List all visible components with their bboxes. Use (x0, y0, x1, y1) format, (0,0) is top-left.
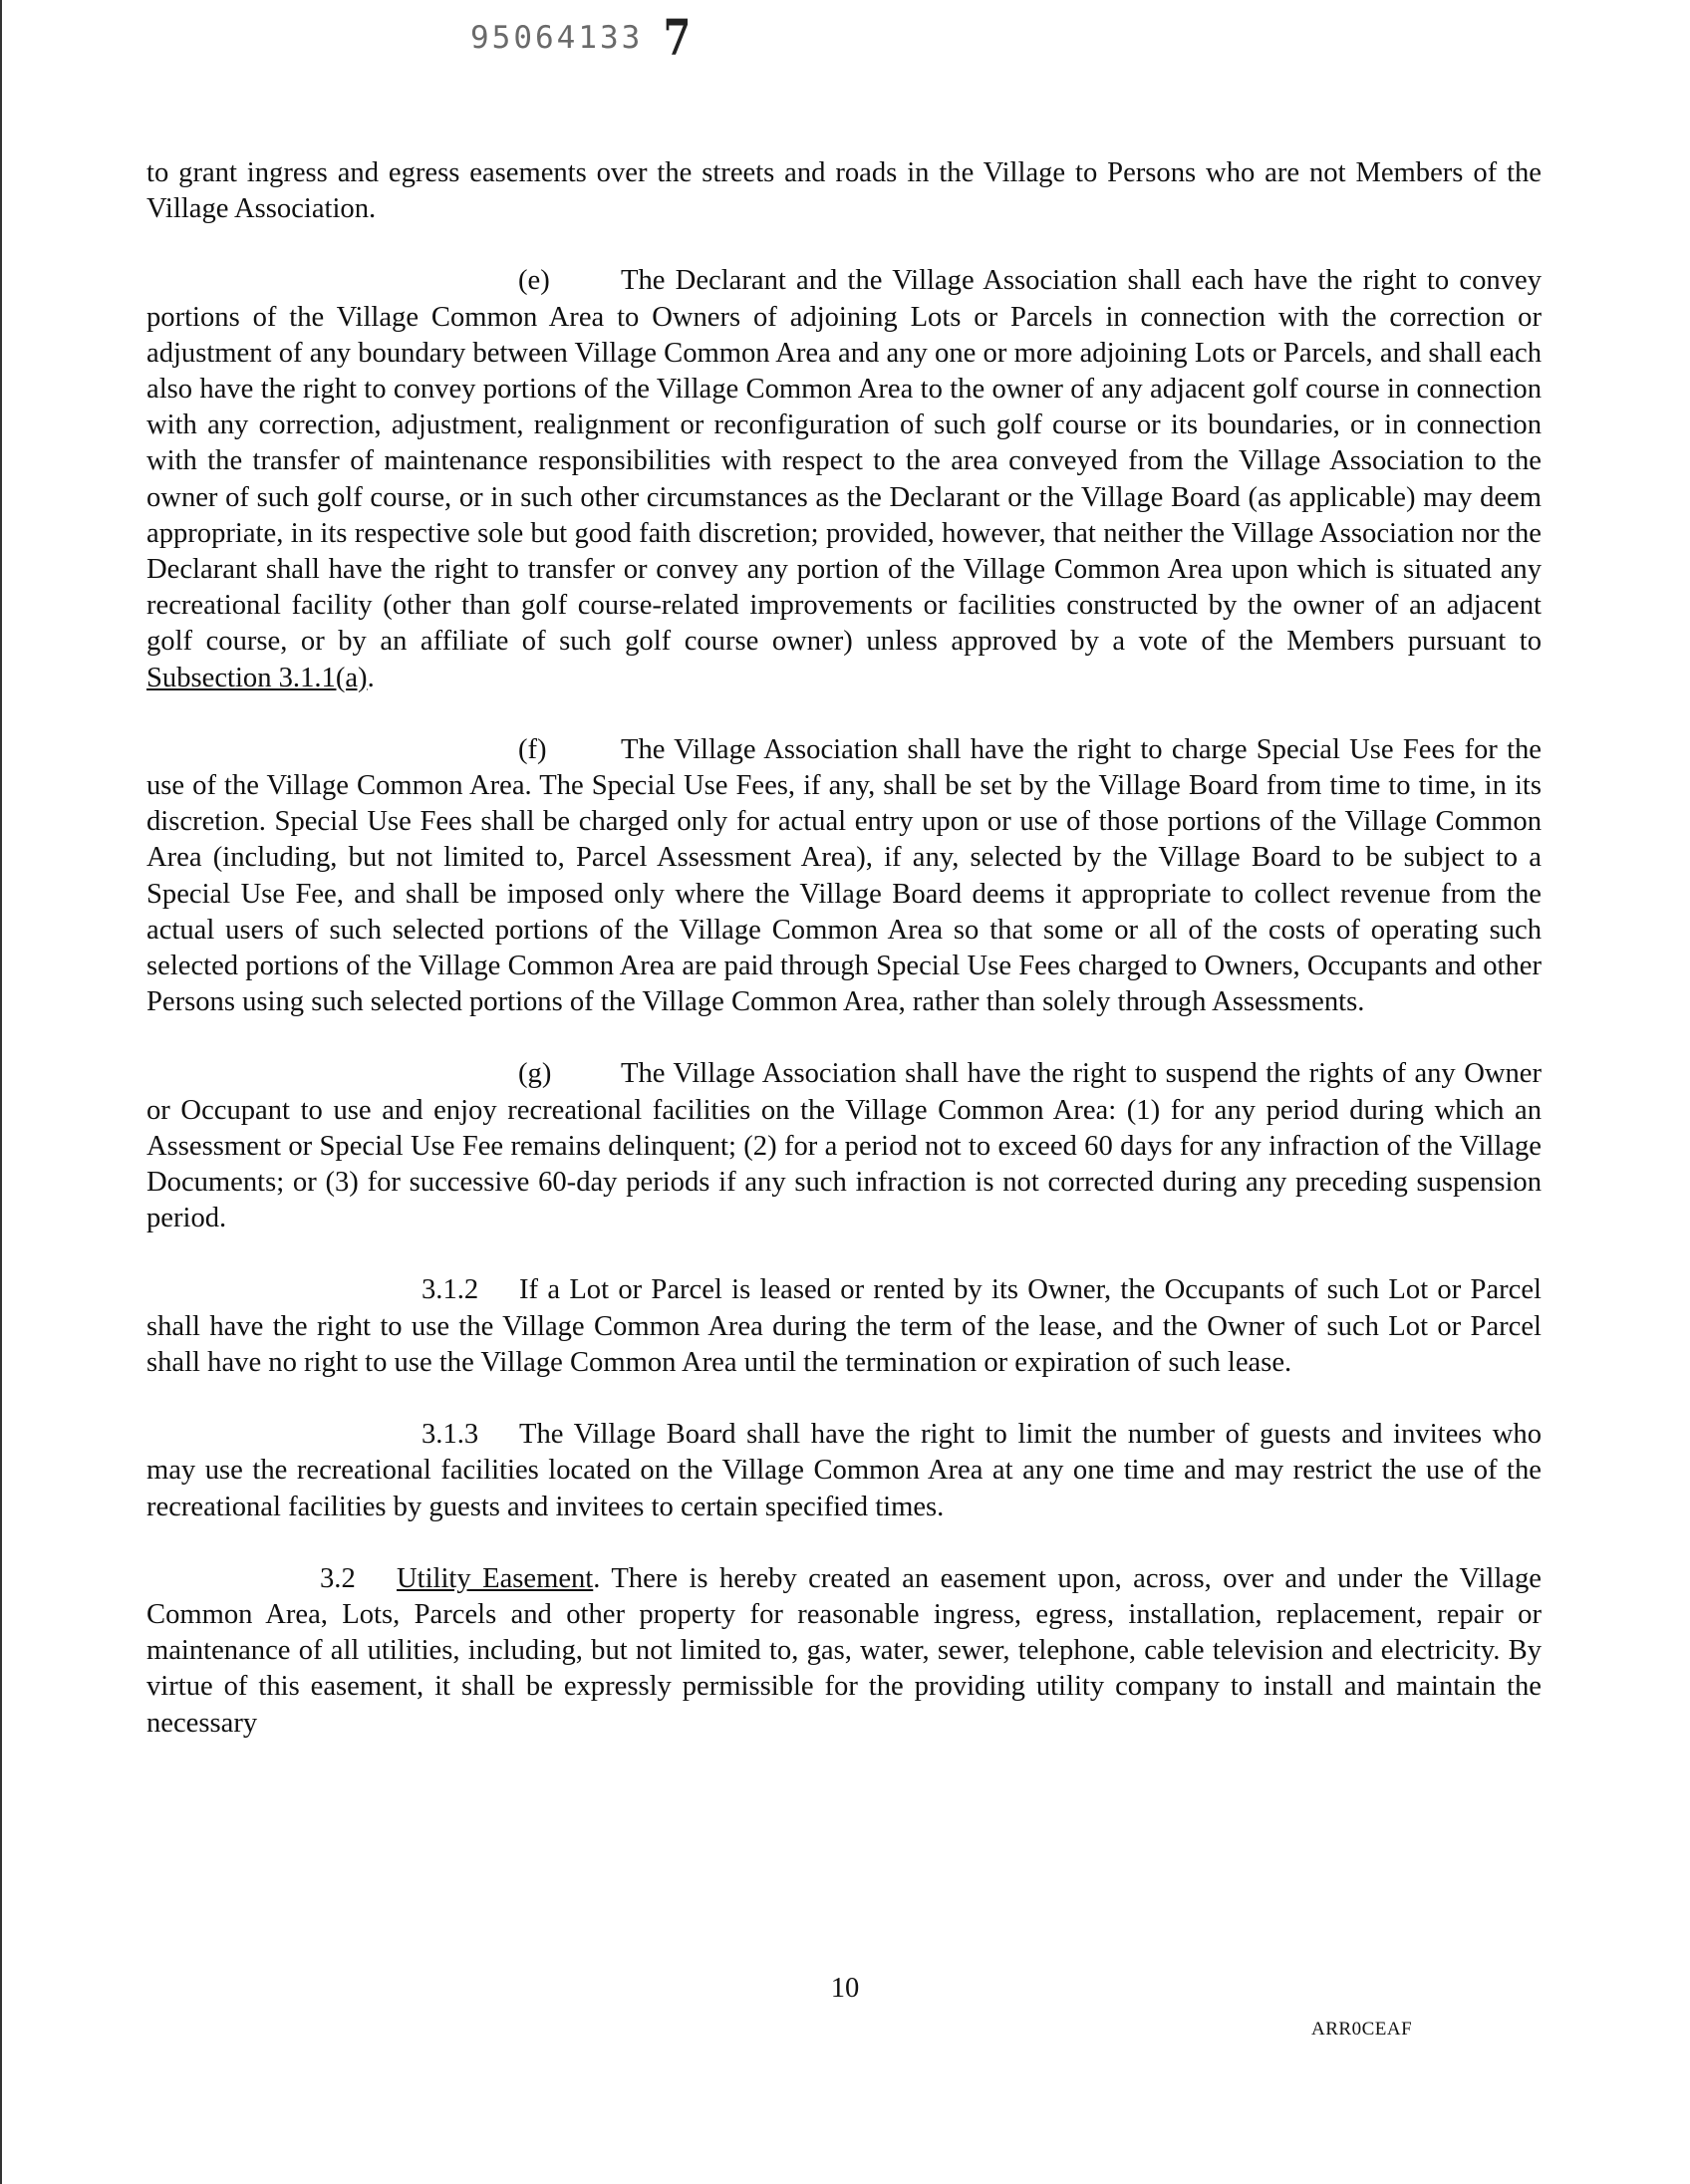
paragraph-text: The Village Association shall have the right to charge Special Use Fees for the use of the Village Common Area. The Special Use Fees, if any, shall be set by the Village Board from time to time, in its discretion. Special Use Fees shall be charged only for actual entry upon or use of those portions of the Village Common Area (including, but not limited to, Parcel Assessment Area), if any, selected by the Village Board to be subject to a Special Use Fee, and shall be imposed only where the Village Board deems it appropriate to collect revenue from the actual users of such selected portions of the Village Common Area so that some or all of the costs of operating such selected portions of the Village Common Area are paid through Special Use Fees charged to Owners, Occupants and other Persons using such selected portions of the Village Common Area, rather than solely through Assessments. (146, 733, 1542, 1018)
section-label: 3.2 (320, 1562, 356, 1594)
heading-end-punctuation: . (593, 1562, 601, 1594)
stamp-number-tail: 33 (599, 20, 644, 56)
paragraph-text: If a Lot or Parcel is leased or rented by its Owner, the Occupants of such Lot or Parcel shall have the right to use the Village Common Area during the term of the lease, and the Owner of such Lot or Parcel shall have no right to use the Village Common Area until the termination or expiration of such lease. (146, 1274, 1542, 1378)
document-body (146, 155, 1542, 1777)
paragraph-subsection-g (146, 1056, 1542, 1236)
paragraph-text: The Village Board shall have the right to limit the number of guests and invitees who may use the recreational facilities located on the Village Common Area at any one time and may restrict the use of the recreational facilities by guests and invitees to certain specified times. (146, 1419, 1542, 1522)
section-label: 3.1.3 (422, 1419, 479, 1451)
subsection-label: (e) (518, 265, 550, 297)
section-heading: Utility Easement (397, 1562, 594, 1594)
paragraph-text: There is hereby created an easement upon, across, over and under the Village Common Area, Lots, Parcels and other property for reasonable ingress, egress, installation, replacement, repair or maintenance of all utilities, including, but not limited to, gas, water, sewer, telephone, cable television and electricity. By virtue of this easement, it shall be expressly permissible for the providing utility company to install and maintain the necessary (146, 1562, 1542, 1739)
paragraph-end-punctuation: . (367, 662, 375, 693)
paragraph-subsection-e (146, 263, 1542, 695)
paragraph-text: The Declarant and the Village Association shall each have the right to convey portions of the Village Common Area to Owners of adjoining Lots or Parcels in connection with the correction or adjustment of any boundary between Village Common Area and any one or more adjoining Lots or Parcels, and shall each also have the right to convey portions of the Village Common Area to the owner of any adjacent golf course in connection with any correction, adjustment, realignment or reconfiguration of such golf course or its boundaries, or in connection with the transfer of maintenance responsibilities with respect to the area conveyed from the Village Association to the owner of such golf course, or in such other circumstances as the Declarant or the Village Board (as applicable) may deem appropriate, in its respective sole but good faith discretion; provided, however, that neither the Village Association nor the Declarant shall have the right to transfer or convey any portion of the Village Common Area upon which is situated any recreational facility (other than golf course-related improvements or facilities constructed by the owner of an adjacent golf course, or by an affiliate of such golf course owner) unless approved by a vote of the Members pursuant to (146, 265, 1542, 658)
stamp-number: 950641 (470, 20, 600, 56)
paragraph-section-3-2 (146, 1561, 1542, 1742)
page-edge (0, 0, 2, 2184)
cross-reference: Subsection 3.1.1(a) (146, 662, 368, 693)
paragraph-continuation (146, 155, 1542, 227)
document-code: ARR0CEAF (1311, 2019, 1413, 2040)
page-number: 10 (830, 1973, 860, 2004)
paragraph-text: to grant ingress and egress easements over the streets and roads in the Village to Persons who are not Members of the Village Association. (146, 157, 1542, 225)
subsection-label: (g) (518, 1058, 552, 1090)
paragraph-section-3-1-3 (146, 1417, 1542, 1525)
paragraph-subsection-f (146, 732, 1542, 1021)
paragraph-text: The Village Association shall have the right to suspend the rights of any Owner or Occupant to use and enjoy recreational facilities on the Village Common Area: (1) for any period during which an Assessment or Special Use Fee remains delinquent; (2) for a period not to exceed 60 days for any infraction of the Village Documents; or (3) for successive 60-day periods if any such infraction is not corrected during any preceding suspension period. (146, 1058, 1542, 1234)
section-label: 3.1.2 (422, 1274, 479, 1306)
paragraph-section-3-1-2 (146, 1272, 1542, 1381)
subsection-label: (f) (518, 733, 547, 765)
stamp-handwritten-mark: 7 (663, 8, 692, 67)
document-stamp-number (470, 20, 643, 56)
